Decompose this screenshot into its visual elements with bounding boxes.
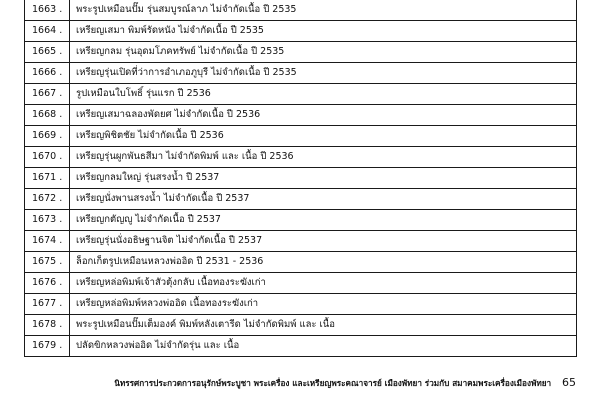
item-description: เหรียญพิชิตชัย ไม่จำกัดเนื้อ ปี 2536 [70,126,577,147]
item-description: ล็อกเก็ตรูปเหมือนหลวงพ่ออิด ปี 2531 - 2536 [70,252,577,273]
item-description: เหรียญกลม รุ่นอุดมโภคทรัพย์ ไม่จำกัดเนื้อ ปี 2535 [70,42,577,63]
item-description: เหรียญกตัญญู ไม่จำกัดเนื้อ ปี 2537 [70,210,577,231]
item-number: 1674 . [25,231,70,252]
item-number: 1664 . [25,21,70,42]
item-description: เหรียญกลมใหญ่ รุ่นสรงน้ำ ปี 2537 [70,168,577,189]
item-number: 1665 . [25,42,70,63]
item-description: พระรูปเหมือนปั๊มเต็มองค์ พิมพ์หลังเตารีด ไม่จำกัดพิมพ์ และ เนื้อ [70,315,577,336]
item-number: 1678 . [25,315,70,336]
item-number: 1679 . [25,336,70,357]
table-row [25,210,577,231]
page-footer [26,375,576,391]
item-number: 1673 . [25,210,70,231]
catalog-table [24,0,577,357]
item-description: เหรียญเสมา พิมพ์รัดหนัง ไม่จำกัดเนื้อ ปี 2535 [70,21,577,42]
item-number: 1675 . [25,252,70,273]
item-number: 1666 . [25,63,70,84]
table-row [25,0,577,21]
item-number: 1663 . [25,0,70,21]
item-description: เหรียญรุ่นเปิดที่ว่าการอำเภอภูบุรี ไม่จำกัดเนื้อ ปี 2535 [70,63,577,84]
item-number: 1668 . [25,105,70,126]
table-row [25,21,577,42]
item-description: เหรียญรุ่นผูกพันธสีมา ไม่จำกัดพิมพ์ และ เนื้อ ปี 2536 [70,147,577,168]
item-description: เหรียญรุ่นนั่งอธิษฐานจิต ไม่จำกัดเนื้อ ปี 2537 [70,231,577,252]
table-row [25,168,577,189]
item-description: พระรูปเหมือนปั๊ม รุ่นสมบูรณ์ลาภ ไม่จำกัดเนื้อ ปี 2535 [70,0,577,21]
table-row [25,42,577,63]
table-row [25,231,577,252]
item-description: เหรียญนั่งพานสรงน้ำ ไม่จำกัดเนื้อ ปี 2537 [70,189,577,210]
item-number: 1671 . [25,168,70,189]
item-description: ปลัดขิกหลวงพ่ออิด ไม่จำกัดรุ่น และ เนื้อ [70,336,577,357]
item-description: เหรียญหล่อพิมพ์เจ้าสัวตุ้งกลับ เนื้อทองระฆังเก่า [70,273,577,294]
table-row [25,84,577,105]
footer-text: นิทรรศการประกวดการอนุรักษ์พระบูชา พระเครื่อง และเหรียญพระคณาจารย์ เมืองพัทยา ร่วมกับ สมาคมพระเครื่องเมืองพัทยา [114,378,552,388]
table-row [25,336,577,357]
table-row [25,273,577,294]
table-row [25,63,577,84]
table-row [25,294,577,315]
catalog-body [25,0,577,357]
item-number: 1672 . [25,189,70,210]
table-row [25,147,577,168]
item-number: 1667 . [25,84,70,105]
table-row [25,252,577,273]
item-description: รูปเหมือนใบโพธิ์ รุ่นแรก ปี 2536 [70,84,577,105]
item-description: เหรียญเสมาฉลองพัดยศ ไม่จำกัดเนื้อ ปี 2536 [70,105,577,126]
table-row [25,126,577,147]
table-row [25,189,577,210]
item-number: 1676 . [25,273,70,294]
item-number: 1677 . [25,294,70,315]
page-number: 65 [562,376,576,389]
item-number: 1669 . [25,126,70,147]
table-row [25,315,577,336]
item-number: 1670 . [25,147,70,168]
table-row [25,105,577,126]
item-description: เหรียญหล่อพิมพ์หลวงพ่ออิด เนื้อทองระฆังเก่า [70,294,577,315]
